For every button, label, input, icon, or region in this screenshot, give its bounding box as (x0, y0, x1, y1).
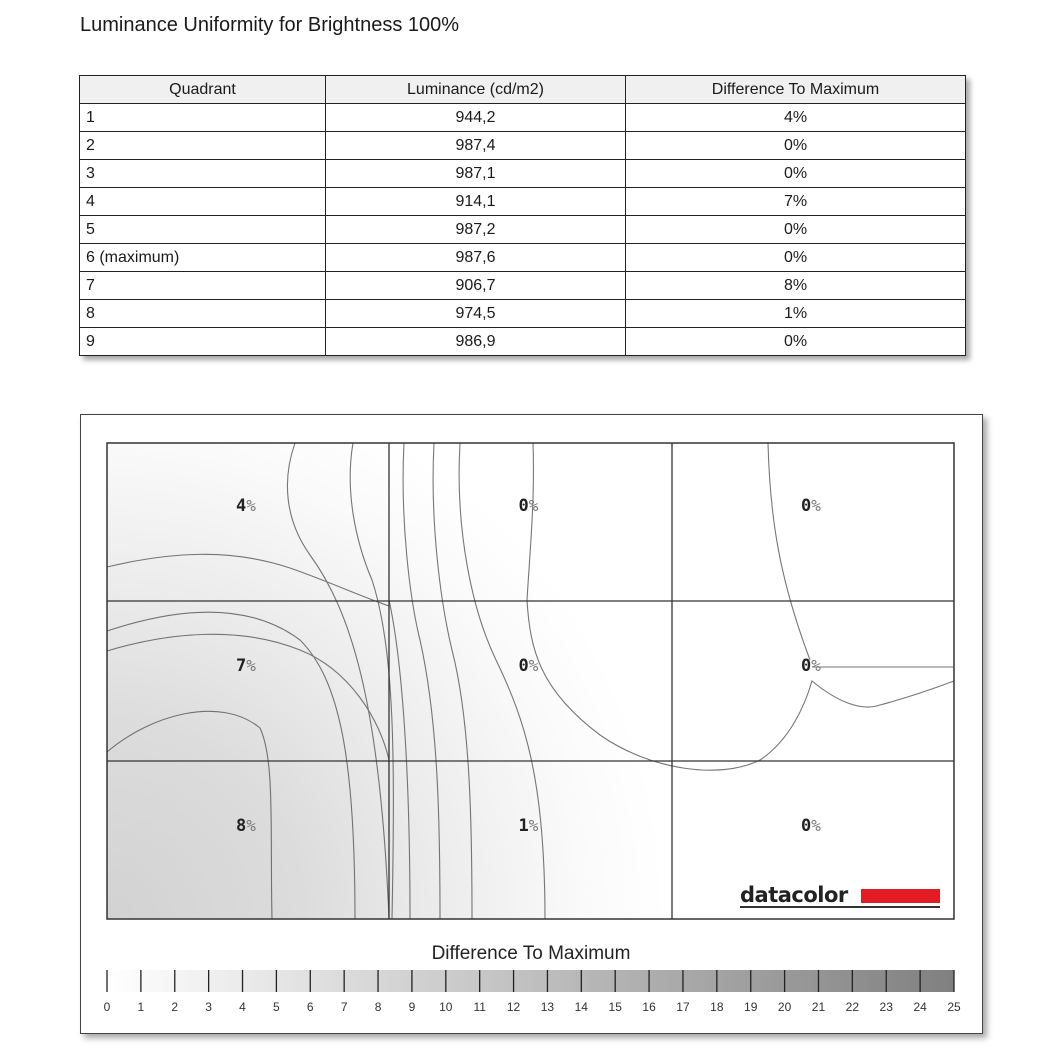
quadrant-cell: 3 (80, 160, 326, 188)
difference-cell: 1% (626, 300, 966, 328)
cell-value-label: 0% (801, 656, 821, 676)
page-title: Luminance Uniformity for Brightness 100% (80, 14, 460, 36)
quadrant-cell: 5 (80, 216, 326, 244)
colorbar-tick-label: 22 (845, 1000, 860, 1014)
difference-cell: 0% (626, 244, 966, 272)
luminance-cell: 987,1 (326, 160, 626, 188)
colorbar-tick-label: 1 (137, 1000, 145, 1014)
difference-cell: 0% (626, 132, 966, 160)
colorbar-tick-label: 5 (273, 1000, 280, 1014)
cell-value-label: 0% (801, 816, 821, 836)
quadrant-cell: 7 (80, 272, 326, 300)
colorbar (107, 970, 954, 992)
colorbar-tick-label: 18 (710, 1000, 724, 1014)
header-difference: Difference To Maximum (626, 76, 966, 104)
datacolor-logo-text: datacolor (740, 883, 848, 907)
colorbar-title: Difference To Maximum (431, 943, 631, 964)
colorbar-tick-label: 21 (811, 1000, 826, 1014)
colorbar-tick-label: 16 (642, 1000, 656, 1014)
colorbar-tick-label: 0 (103, 1000, 111, 1014)
luminance-cell: 906,7 (326, 272, 626, 300)
colorbar-tick-label: 19 (744, 1000, 758, 1014)
colorbar-tick-label: 17 (676, 1000, 690, 1014)
colorbar-tick-label: 20 (777, 1000, 792, 1014)
colorbar-tick-label: 7 (340, 1000, 348, 1014)
colorbar-tick-label: 2 (171, 1000, 179, 1014)
colorbar-tick-label: 9 (408, 1000, 416, 1014)
cell-value-label: 0% (518, 656, 539, 676)
cell-value-label: 1% (518, 816, 539, 836)
header-luminance: Luminance (cd/m2) (326, 76, 626, 104)
colorbar-tick-label: 4 (239, 1000, 246, 1014)
difference-cell: 0% (626, 328, 966, 356)
difference-cell: 4% (626, 104, 966, 132)
difference-cell: 0% (626, 216, 966, 244)
quadrant-cell: 9 (80, 328, 326, 356)
difference-cell: 0% (626, 160, 966, 188)
luminance-cell: 944,2 (326, 104, 626, 132)
quadrant-cell: 4 (80, 188, 326, 216)
colorbar-tick-label: 24 (913, 1000, 927, 1014)
colorbar-tick-label: 13 (540, 1000, 555, 1014)
colorbar-tick-label: 11 (473, 1000, 486, 1014)
colorbar-tick-label: 8 (374, 1000, 382, 1014)
colorbar-tick-label: 15 (608, 1000, 622, 1014)
difference-cell: 7% (626, 188, 966, 216)
luminance-cell: 987,6 (326, 244, 626, 272)
colorbar-tick-label: 25 (947, 1000, 961, 1014)
colorbar-tick-label: 23 (879, 1000, 893, 1014)
colorbar-tick-label: 10 (439, 1000, 453, 1014)
quadrant-cell: 6 (maximum) (80, 244, 326, 272)
header-quadrant: Quadrant (80, 76, 326, 104)
quadrant-cell: 8 (80, 300, 326, 328)
cell-value-label: 0% (801, 496, 821, 516)
luminance-cell: 987,2 (326, 216, 626, 244)
luminance-cell: 914,1 (326, 188, 626, 216)
datacolor-logo-bar (861, 889, 940, 903)
colorbar-tick-label: 12 (506, 1000, 521, 1014)
colorbar-tick-label: 14 (574, 1000, 588, 1014)
cell-value-label: 7% (236, 656, 256, 676)
quadrant-cell: 1 (80, 104, 326, 132)
cell-value-label: 0% (518, 496, 539, 516)
luminance-cell: 986,9 (326, 328, 626, 356)
colorbar-tick-label: 6 (306, 1000, 314, 1014)
quadrant-cell: 2 (80, 132, 326, 160)
cell-value-label: 4% (236, 496, 256, 516)
luminance-cell: 974,5 (326, 300, 626, 328)
difference-cell: 8% (626, 272, 966, 300)
colorbar-tick-label: 3 (205, 1000, 212, 1014)
cell-value-label: 8% (236, 816, 256, 836)
luminance-cell: 987,4 (326, 132, 626, 160)
